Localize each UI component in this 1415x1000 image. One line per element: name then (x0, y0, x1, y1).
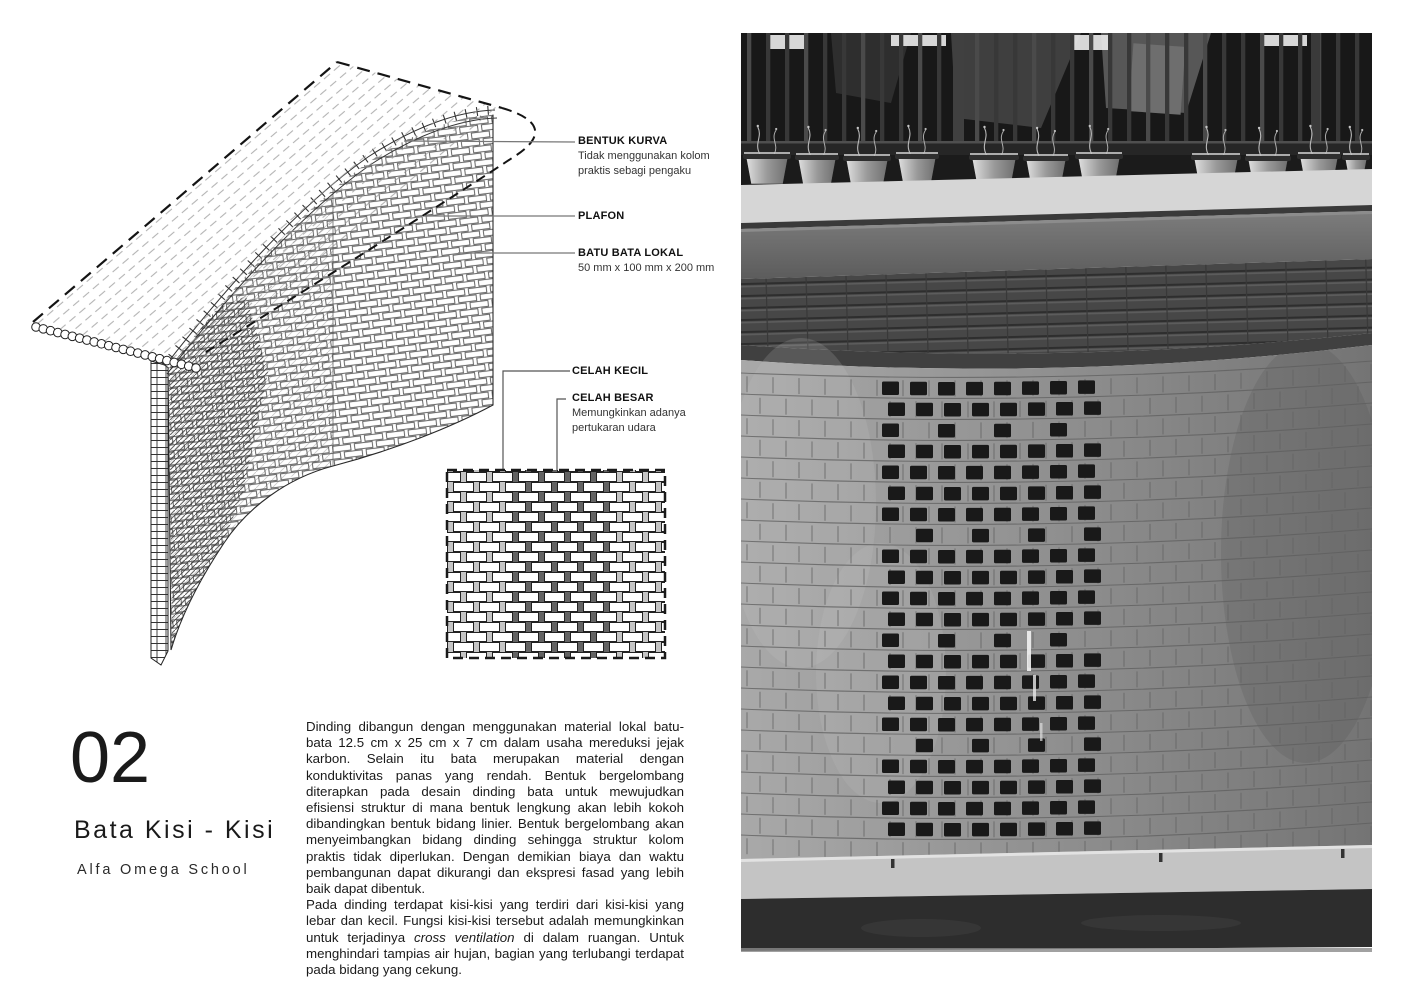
paragraph-1: Dinding dibangun dengan menggunakan material lokal batu-bata 12.5 cm x 25 cm x 7 cm dalam usaha mereduksi jejak karbon. Selain itu bata merupakan material dengan konduktivitas panas yang rendah. Bentuk bergelombang diterapkan pada desain dinding bata untuk mewujudkan efisiensi struktur di mana bentuk lengkung akan lebih kokoh dibandingkan bentuk bidang linier. Bentuk bergelombang akan menyeimbangkan bidang dinding sehingga struktur kolom praktis tidak diperlukan. Dengan demikian biaya dan waktu pembangunan dapat dikurangi dan ekspresi fasad yang lebih baik dapat dibentuk. (306, 719, 684, 897)
italic-phrase: cross ventilation (414, 929, 515, 945)
label-bentuk-kurva-desc1: Tidak menggunakan kolom (578, 150, 710, 162)
label-plafon: PLAFON (578, 210, 625, 222)
label-celah-besar-desc1: Memungkinkan adanya (572, 407, 686, 419)
label-bentuk-kurva: BENTUK KURVA (578, 135, 668, 147)
sheet-subtitle: Alfa Omega School (77, 862, 250, 878)
railing-post (953, 33, 964, 158)
base-shadow-band (741, 889, 1372, 951)
body-paragraphs (306, 719, 684, 978)
brick-bond-detail-panel (447, 470, 665, 658)
brick-wall-photo (741, 33, 1372, 953)
sheet-title: Bata Kisi - Kisi (74, 816, 276, 844)
label-celah-besar: CELAH BESAR (572, 392, 654, 404)
label-bentuk-kurva-desc2: praktis sebagi pengaku (578, 165, 692, 177)
label-batu-bata-size: 50 mm x 100 mm x 200 mm (578, 262, 715, 274)
paragraph-2: Pada dinding terdapat kisi-kisi yang terdiri dari kisi-kisi yang lebar dan kecil. Fungsi kisi-kisi tersebut adalah memungkinkan untuk terjadinya cross ventilation di dalam ruangan. Untuk menghindari tampias air hujan, bagian yang terlubangi terdapat pada bidang yang cekung. (306, 897, 684, 978)
label-batu-bata: BATU BATA LOKAL (578, 247, 684, 259)
label-celah-besar-desc2: pertukaran udara (572, 422, 656, 434)
wall-end-pier (151, 361, 168, 665)
label-celah-kecil: CELAH KECIL (572, 365, 649, 377)
sheet-number: 02 (70, 718, 151, 798)
